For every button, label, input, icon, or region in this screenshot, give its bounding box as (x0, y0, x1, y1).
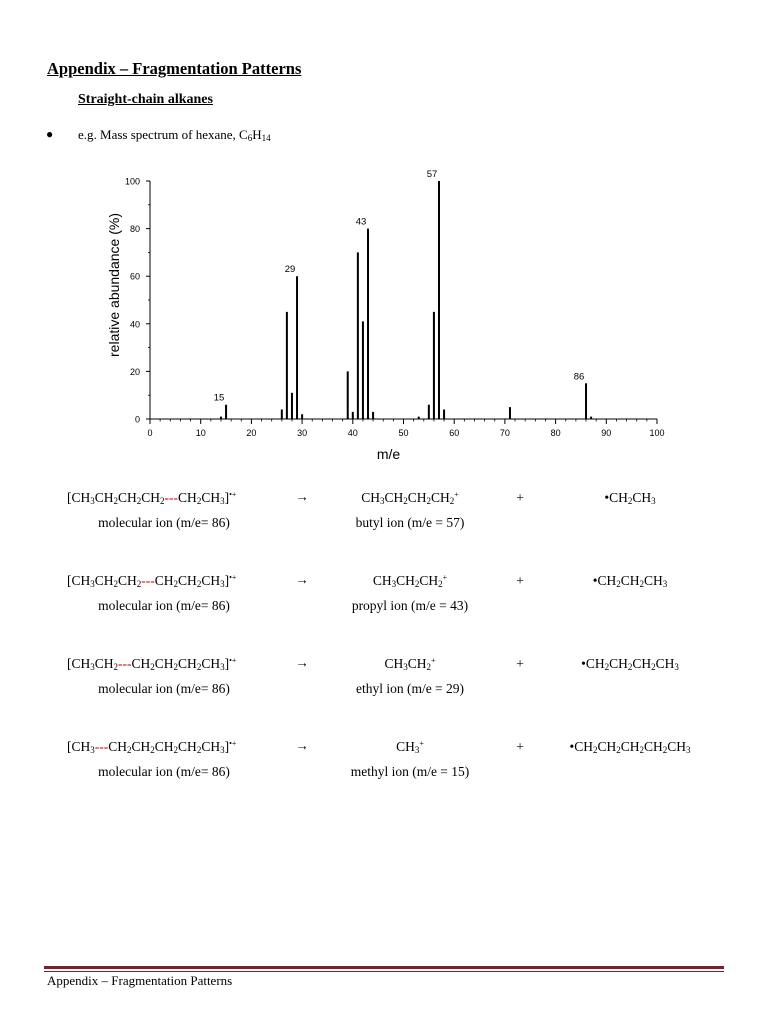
formula-segment: 3 (90, 496, 95, 506)
formula-segment: 2 (173, 745, 179, 755)
formula-segment: 2 (592, 745, 598, 755)
formula-segment: CH (178, 739, 197, 754)
formula-segment: CH (94, 490, 114, 505)
formula-segment: --- (118, 656, 132, 671)
formula-segment: 2 (651, 662, 656, 672)
formula-segment: 2 (196, 745, 202, 755)
formula-segment: CH (419, 573, 439, 588)
reaction-1-plus: + (516, 490, 524, 505)
reaction-1-reactant (67, 490, 236, 506)
reaction-1-product (320, 490, 500, 506)
formula-segment: CH (431, 490, 450, 505)
formula-segment: 2 (639, 579, 644, 589)
formula-segment: CH (620, 739, 640, 754)
reaction-2-plus: + (516, 573, 524, 588)
peak-label: 15 (213, 392, 225, 404)
formula-segment: 2 (403, 496, 408, 506)
formula-segment: 2 (627, 496, 633, 506)
formula-segment: •+ (229, 573, 237, 582)
reaction-3-product-caption: ethyl ion (m/e = 29) (355, 681, 465, 696)
formula-segment: CH (384, 490, 404, 505)
formula-segment: 2 (662, 745, 668, 755)
formula-segment: 2 (173, 579, 179, 589)
reaction-4-plus: + (516, 739, 524, 754)
formula-segment: CH (131, 656, 151, 671)
formula-segment: 2 (136, 496, 142, 506)
formula-segment: 3 (674, 662, 679, 672)
formula-segment: 3 (90, 745, 95, 755)
reaction-2-radical (550, 573, 710, 589)
y-tick-label: 20 (129, 366, 140, 377)
reaction-3-radical (550, 656, 710, 672)
formula-segment: CH (407, 490, 427, 505)
x-tick-label: 70 (499, 428, 510, 438)
peak-label: 57 (426, 170, 438, 180)
formula-segment: + (431, 656, 436, 665)
example-line (78, 127, 271, 143)
formula-segment: CH (384, 656, 404, 671)
x-tick-label: 60 (449, 428, 460, 438)
formula-segment: 2 (414, 579, 420, 589)
formula-segment: [CH (67, 490, 91, 505)
formula-segment: 3 (90, 579, 95, 589)
formula-segment: CH (643, 739, 663, 754)
formula-segment: CH (201, 490, 221, 505)
formula-segment: 3 (220, 579, 225, 589)
footer-rule-thick (44, 966, 724, 969)
formula-segment: CH (396, 739, 415, 754)
formula-segment: 2 (127, 745, 132, 755)
x-tick-label: 10 (195, 428, 206, 438)
formula-segment: 3 (651, 496, 656, 506)
formula-segment: ] (224, 573, 230, 588)
example-mid: H (252, 127, 262, 142)
reaction-4-reactant (67, 739, 236, 755)
reaction-3-product (320, 656, 500, 672)
formula-segment: CH (396, 573, 415, 588)
formula-segment: •CH (592, 573, 617, 588)
formula-segment: CH (655, 656, 675, 671)
formula-segment: CH (118, 573, 137, 588)
reaction-1-product-caption: butyl ion (m/e = 57) (355, 515, 465, 530)
formula-segment: 2 (426, 662, 431, 672)
formula-segment: CH (372, 573, 392, 588)
reaction-1-reactant-caption: molecular ion (m/e= 86) (98, 515, 230, 530)
reaction-3-arrow: → (295, 655, 309, 670)
formula-segment: 2 (173, 662, 179, 672)
formula-segment: 2 (196, 579, 202, 589)
formula-segment: CH (131, 739, 151, 754)
x-tick-label: 0 (147, 428, 153, 438)
formula-segment: •+ (229, 656, 237, 665)
formula-segment: 3 (686, 745, 691, 755)
formula-segment: 3 (220, 745, 225, 755)
example-prefix: e.g. Mass spectrum of hexane, C (78, 127, 248, 142)
x-tick-label: 50 (398, 428, 409, 438)
footer-rule-thin (44, 971, 724, 972)
reaction-1-radical (550, 490, 710, 506)
formula-segment: CH (178, 490, 197, 505)
formula-segment: 2 (160, 496, 165, 506)
formula-segment: 3 (220, 662, 225, 672)
formula-segment: •+ (229, 490, 237, 499)
formula-segment: CH (178, 573, 197, 588)
x-axis-title: m/e (376, 446, 401, 462)
x-tick-label: 40 (347, 428, 358, 438)
formula-segment: CH (94, 656, 114, 671)
formula-segment: CH (141, 490, 161, 505)
mass-spectrum-chart (100, 170, 675, 465)
reaction-4-radical (550, 739, 710, 755)
example-sub-6: 6 (247, 133, 253, 143)
example-sub-14: 14 (261, 133, 271, 143)
y-tick-label: 60 (129, 271, 140, 282)
formula-segment: 2 (639, 745, 644, 755)
formula-segment: •CH (604, 490, 628, 505)
formula-segment: CH (201, 739, 221, 754)
x-tick-label: 100 (649, 428, 665, 438)
formula-segment: 2 (150, 745, 155, 755)
reaction-3-reactant-caption: molecular ion (m/e= 86) (98, 681, 230, 696)
formula-segment: + (419, 739, 424, 748)
formula-segment: CH (94, 573, 114, 588)
reaction-1-arrow: → (295, 489, 309, 504)
formula-segment: 2 (604, 662, 610, 672)
formula-segment: CH (361, 490, 380, 505)
formula-segment: ] (224, 739, 230, 754)
reaction-2-arrow: → (295, 572, 309, 587)
formula-segment: 2 (616, 579, 621, 589)
reaction-4-product (320, 739, 500, 755)
reaction-2-product-caption: propyl ion (m/e = 43) (351, 598, 469, 613)
y-tick-label: 0 (134, 414, 140, 425)
formula-segment: 3 (391, 579, 397, 589)
y-tick-label: 100 (124, 176, 140, 187)
y-tick-label: 80 (129, 224, 140, 235)
page-heading: Appendix – Fragmentation Patterns (47, 59, 302, 78)
reaction-4-arrow: → (295, 738, 309, 753)
formula-segment: 2 (627, 662, 633, 672)
peak-label: 29 (284, 264, 296, 276)
reaction-3-reactant (67, 656, 236, 672)
x-tick-label: 20 (246, 428, 257, 438)
y-axis-title: relative abundance (%) (106, 213, 122, 357)
formula-segment: CH (201, 573, 221, 588)
formula-segment: + (454, 490, 459, 499)
formula-segment: [CH (67, 573, 91, 588)
formula-segment: [CH (67, 656, 91, 671)
formula-segment: CH (643, 573, 663, 588)
peak-label: 43 (355, 216, 367, 228)
peak-label: 86 (573, 371, 585, 383)
formula-segment: 2 (150, 662, 155, 672)
formula-segment: 2 (426, 496, 431, 506)
x-tick-label: 30 (297, 428, 308, 438)
reaction-4-product-caption: methyl ion (m/e = 15) (350, 764, 470, 779)
formula-segment: 2 (449, 496, 455, 506)
formula-segment: 2 (136, 579, 142, 589)
formula-segment: 3 (414, 745, 420, 755)
formula-segment: CH (632, 490, 652, 505)
x-tick-label: 90 (601, 428, 612, 438)
formula-segment: [CH (67, 739, 91, 754)
formula-segment: 2 (113, 579, 119, 589)
formula-segment: + (442, 573, 448, 582)
formula-segment: 2 (438, 579, 443, 589)
formula-segment: 2 (113, 662, 119, 672)
formula-segment: 3 (379, 496, 385, 506)
section-subheading: Straight-chain alkanes (78, 92, 213, 107)
formula-segment: CH (178, 656, 197, 671)
formula-segment: CH (154, 656, 174, 671)
formula-segment: •+ (229, 739, 237, 748)
formula-segment: •CH (569, 739, 593, 754)
formula-segment: 2 (616, 745, 621, 755)
bullet-glyph: ● (46, 127, 54, 141)
formula-segment: 3 (220, 496, 225, 506)
footer-text: Appendix – Fragmentation Patterns (47, 973, 233, 988)
formula-segment: 2 (113, 496, 119, 506)
formula-segment: CH (632, 656, 652, 671)
formula-segment: ] (224, 656, 230, 671)
formula-segment: CH (108, 739, 128, 754)
reaction-2-reactant-caption: molecular ion (m/e= 86) (98, 598, 230, 613)
formula-segment: CH (201, 656, 221, 671)
formula-segment: --- (141, 573, 155, 588)
formula-segment: 3 (90, 662, 95, 672)
formula-segment: 2 (196, 496, 202, 506)
y-tick-label: 40 (129, 319, 140, 330)
formula-segment: CH (620, 573, 640, 588)
formula-segment: ] (224, 490, 230, 505)
formula-segment: CH (407, 656, 427, 671)
x-tick-label: 80 (550, 428, 561, 438)
reaction-2-product (320, 573, 500, 589)
formula-segment: CH (118, 490, 137, 505)
formula-segment: CH (597, 739, 617, 754)
formula-segment: 2 (196, 662, 202, 672)
reaction-3-plus: + (516, 656, 524, 671)
reaction-4-reactant-caption: molecular ion (m/e= 86) (98, 764, 230, 779)
formula-segment: --- (94, 739, 109, 754)
formula-segment: CH (154, 573, 174, 588)
reaction-2-reactant (67, 573, 236, 589)
formula-segment: 3 (403, 662, 408, 672)
formula-segment: CH (667, 739, 687, 754)
formula-segment: 3 (662, 579, 668, 589)
formula-segment: CH (609, 656, 628, 671)
formula-segment: --- (164, 490, 179, 505)
formula-segment: CH (154, 739, 174, 754)
formula-segment: •CH (581, 656, 605, 671)
